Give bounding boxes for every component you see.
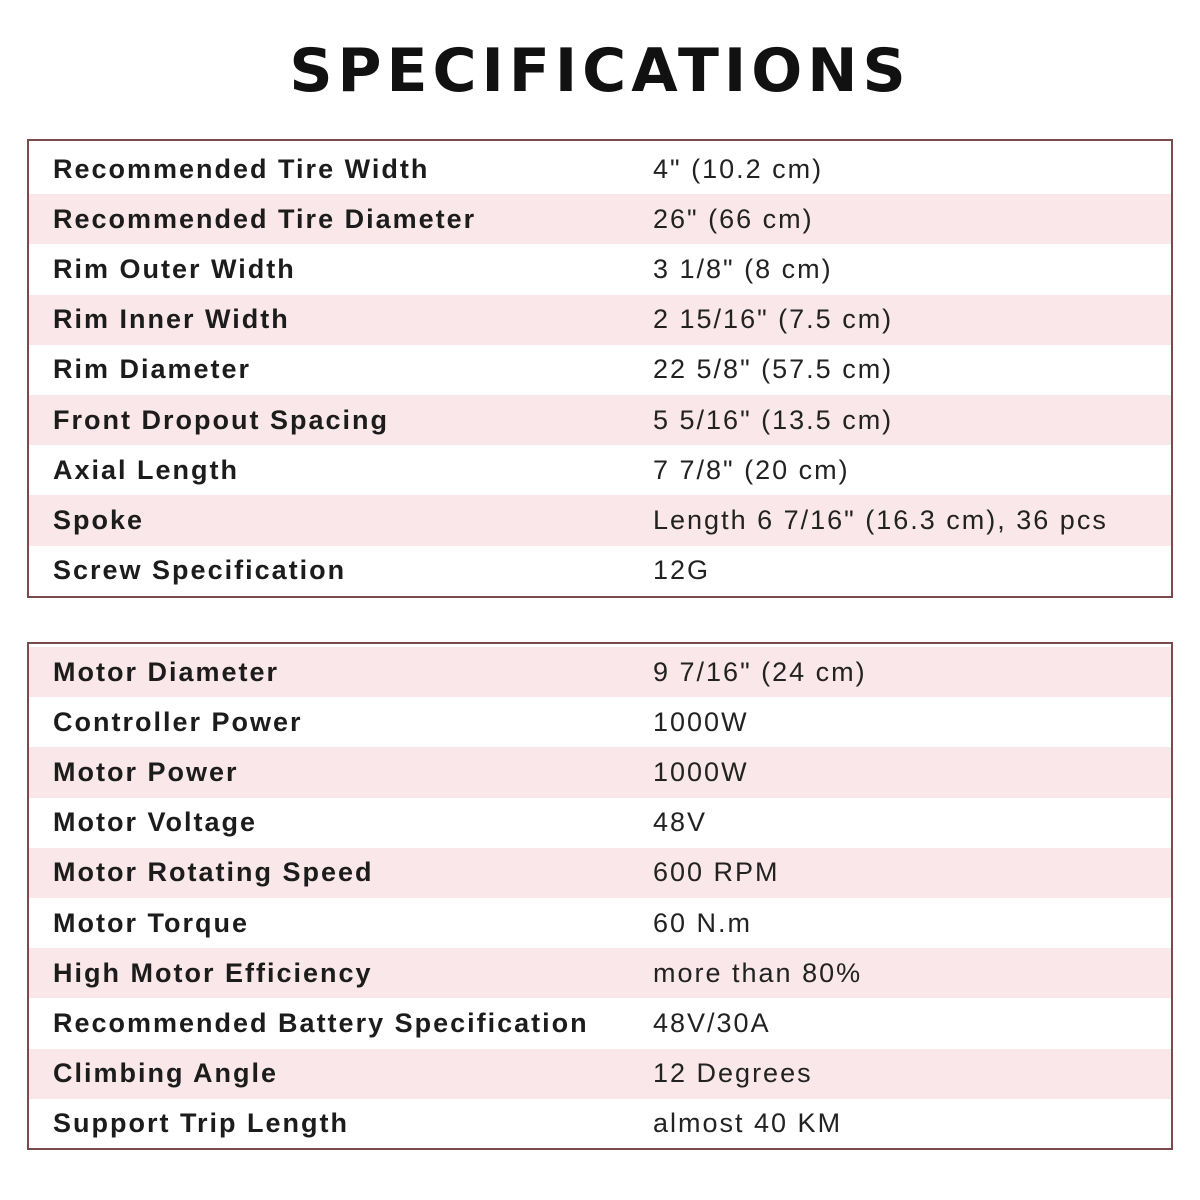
spec-value: 4" (10.2 cm) <box>653 153 824 184</box>
spec-label: High Motor Efficiency <box>53 957 373 988</box>
table-row <box>29 295 1171 345</box>
spec-label: Screw Specification <box>53 555 347 586</box>
spec-value: almost 40 KM <box>653 1108 843 1139</box>
spec-label: Spoke <box>53 504 145 535</box>
spec-label: Recommended Tire Diameter <box>53 203 477 234</box>
spec-label: Motor Power <box>53 756 239 787</box>
motor-spec-table <box>27 642 1173 1150</box>
table-row <box>29 546 1171 596</box>
table-row <box>29 948 1171 998</box>
table-row <box>29 998 1171 1048</box>
table-row <box>29 697 1171 747</box>
spec-label: Rim Outer Width <box>53 253 296 284</box>
table-row <box>29 898 1171 948</box>
table-row <box>29 194 1171 244</box>
table-row <box>29 495 1171 545</box>
spec-value: 60 N.m <box>653 907 753 938</box>
spec-label: Motor Rotating Speed <box>53 857 374 888</box>
spec-value: 5 5/16" (13.5 cm) <box>653 404 894 435</box>
wheel-spec-table <box>27 139 1173 598</box>
table-row <box>29 345 1171 395</box>
spec-value: 2 15/16" (7.5 cm) <box>653 304 894 335</box>
table-row <box>29 747 1171 797</box>
spec-value: 7 7/8" (20 cm) <box>653 454 850 485</box>
spec-value: Length 6 7/16" (16.3 cm), 36 pcs <box>653 504 1108 535</box>
spec-label: Motor Diameter <box>53 656 280 687</box>
spec-label: Front Dropout Spacing <box>53 404 389 435</box>
spec-value: 9 7/16" (24 cm) <box>653 656 867 687</box>
spec-label: Support Trip Length <box>53 1108 349 1139</box>
table-row <box>29 445 1171 495</box>
spec-label: Recommended Battery Specification <box>53 1007 589 1038</box>
spec-label: Rim Inner Width <box>53 304 290 335</box>
spec-label: Recommended Tire Width <box>53 153 430 184</box>
table-row <box>29 848 1171 898</box>
spec-value: 1000W <box>653 756 749 787</box>
page-title: SPECIFICATIONS <box>289 36 911 106</box>
table-row <box>29 395 1171 445</box>
spec-value: 600 RPM <box>653 857 780 888</box>
spec-label: Motor Torque <box>53 907 249 938</box>
spec-value: 48V/30A <box>653 1007 771 1038</box>
spec-value: 22 5/8" (57.5 cm) <box>653 354 894 385</box>
spec-label: Controller Power <box>53 706 303 737</box>
spec-label: Climbing Angle <box>53 1058 278 1089</box>
table-row <box>29 798 1171 848</box>
spec-label: Axial Length <box>53 454 240 485</box>
spec-label: Rim Diameter <box>53 354 252 385</box>
spec-label: Motor Voltage <box>53 807 257 838</box>
spec-value: more than 80% <box>653 957 863 988</box>
table-row <box>29 244 1171 294</box>
spec-value: 12G <box>653 555 711 586</box>
table-row <box>29 1049 1171 1099</box>
spec-value: 26" (66 cm) <box>653 203 814 234</box>
spec-value: 3 1/8" (8 cm) <box>653 253 833 284</box>
spec-value: 48V <box>653 807 708 838</box>
table-row <box>29 647 1171 697</box>
table-row <box>29 1099 1171 1149</box>
spec-value: 1000W <box>653 706 749 737</box>
spec-value: 12 Degrees <box>653 1058 813 1089</box>
table-row <box>29 144 1171 194</box>
